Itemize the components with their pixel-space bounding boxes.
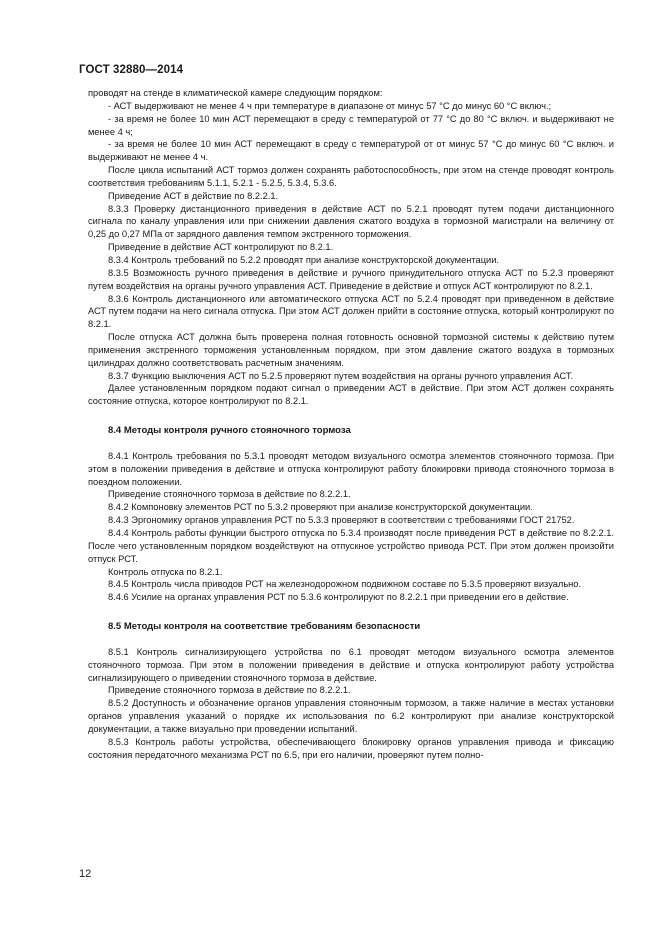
paragraph: После цикла испытаний АСТ тормоз должен сохранять работоспособность, при этом на стенде проводят контроль соответствия требованиям 5.1.1, 5.2.1 - 5.2.5, 5.3.4, 5.3.6. [88, 165, 614, 188]
paragraph: Приведение стояночного тормоза в действие по 8.2.2.1. [108, 685, 351, 696]
paragraph: После отпуска АСТ должна быть проверена полная готовность основной тормозной системы к действию путем применения экстренного торможения установленным порядком, при этом давление сжатого воздуха в тормозных цилиндрах должно соответствовать расчетным значениям. [88, 332, 614, 368]
paragraph: 8.3.5 Возможность ручного приведения в действие и ручного принудительного отпуска АСТ по 5.2.3 проверяют путем воздействия на органы ручного управления АСТ. Приведение в действие и отпуск АСТ контролируют по 8.2.1. [88, 267, 614, 291]
paragraph: - за время не более 10 мин АСТ перемещают в среду с температурой от 77 °С до 80 °С включ. и выдерживают не менее 4 ч; [88, 113, 614, 137]
paragraph: 8.4.3 Эргономику органов управления РСТ по 5.3.3 проверяют в соответствии с требованиями ГОСТ 21752. [108, 515, 575, 526]
page-number: 12 [79, 868, 92, 880]
paragraph: 8.4.4 Контроль работы функции быстрого отпуска по 5.3.4 производят после приведения РСТ в действие по 8.2.2.1. После чего установленным порядком воздействуют на отпускное устройство привода РСТ. При этом должен произойти отпуск РСТ. [88, 528, 614, 564]
paragraph: Приведение АСТ в действие по 8.2.2.1. [108, 190, 279, 201]
paragraph: 8.4.2 Компоновку элементов РСТ по 5.3.2 проверяют при анализе конструкторской документации. [108, 502, 533, 513]
paragraph: проводят на стенде в климатической камере следующим порядком: [88, 88, 383, 98]
paragraph: 8.4.5 Контроль числа приводов РСТ на железнодорожном подвижном составе по 5.3.5 проверяют визуально. [108, 579, 582, 590]
paragraph: Далее установленным порядком подают сигнал о приведении АСТ в действие. При этом АСТ должен сохранять состояние отпуска, которое контролируют по 8.2.1. [88, 383, 614, 407]
paragraph: Приведение в действие АСТ контролируют по 8.2.1. [108, 242, 334, 253]
document-header: ГОСТ 32880—2014 [79, 64, 184, 76]
document-body [88, 87, 614, 762]
paragraph: 8.5.3 Контроль работы устройства, обеспечивающего блокировку органов управления привода и фиксацию состояния передаточного механизма РСТ по 6.5, при его наличии, проверяют путем полно- [88, 736, 614, 760]
paragraph: 8.4.1 Контроль требования по 5.3.1 проводят методом визуального осмотра элементов стояночного тормоза. При этом в положении приведения в действие и отпуска контролируют работу блокировки привода стояночного тормоза в поездном положении. [88, 450, 614, 487]
paragraph: 8.3.3 Проверку дистанционного приведения в действие АСТ по 5.2.1 проводят путем подачи дистанционного сигнала по каналу управления или при снижении давления сжатого воздуха в тормозной магистрали на величину от 0,25 до 0,27 МПа от зарядного давления темпом экстренного торможения. [88, 203, 614, 240]
paragraph: Контроль отпуска по 8.2.1. [108, 566, 223, 577]
paragraph: 8.3.6 Контроль дистанционного или автоматического отпуска АСТ по 5.2.4 проводят при приведенном в действие АСТ путем подачи на него сигнала отпуска. При этом АСТ должен прийти в состояние отпуска, который контролируют по 8.2.1. [88, 293, 614, 330]
paragraph: - АСТ выдерживают не менее 4 ч при температуре в диапазоне от минус 57 °С до минус 60 °С включ.; [108, 100, 552, 111]
section-heading: 8.5 Методы контроля на соответствие требованиям безопасности [108, 621, 421, 633]
paragraph: 8.5.2 Доступность и обозначение органов управления стояночным тормозом, а также наличие в местах установки органов управления указаний о порядке их использования по 6.2 контролируют при анализе конструкторской документации, а также визуально при проведении испытаний. [88, 698, 614, 734]
paragraph: 8.5.1 Контроль сигнализирующего устройства по 6.1 проводят методом визуального осмотра элементов стояночного тормоза. При этом в положении приведения в действие и отпуска контролируют работу устройства сигнализирующего о приведении стояночного тормоза в действие. [88, 646, 614, 683]
paragraph: - за время не более 10 мин АСТ перемещают в среду с температурой от от минус 57 °С до минус 60 °С включ. и выдерживают не менее 4 ч. [88, 139, 614, 163]
section-heading: 8.4 Методы контроля ручного стояночного тормоза [108, 425, 351, 437]
paragraph: 8.3.4 Контроль требований по 5.2.2 проводят при анализе конструкторской документации. [108, 254, 499, 265]
paragraph: 8.3.7 Функцию выключения АСТ по 5.2.5 проверяют путем воздействия на органы ручного управления АСТ. [108, 370, 574, 381]
paragraph: 8.4.6 Усилие на органах управления РСТ по 5.3.6 контролируют по 8.2.2.1 при приведении его в действие. [108, 592, 569, 603]
paragraph: Приведение стояночного тормоза в действие по 8.2.2.1. [108, 489, 351, 500]
